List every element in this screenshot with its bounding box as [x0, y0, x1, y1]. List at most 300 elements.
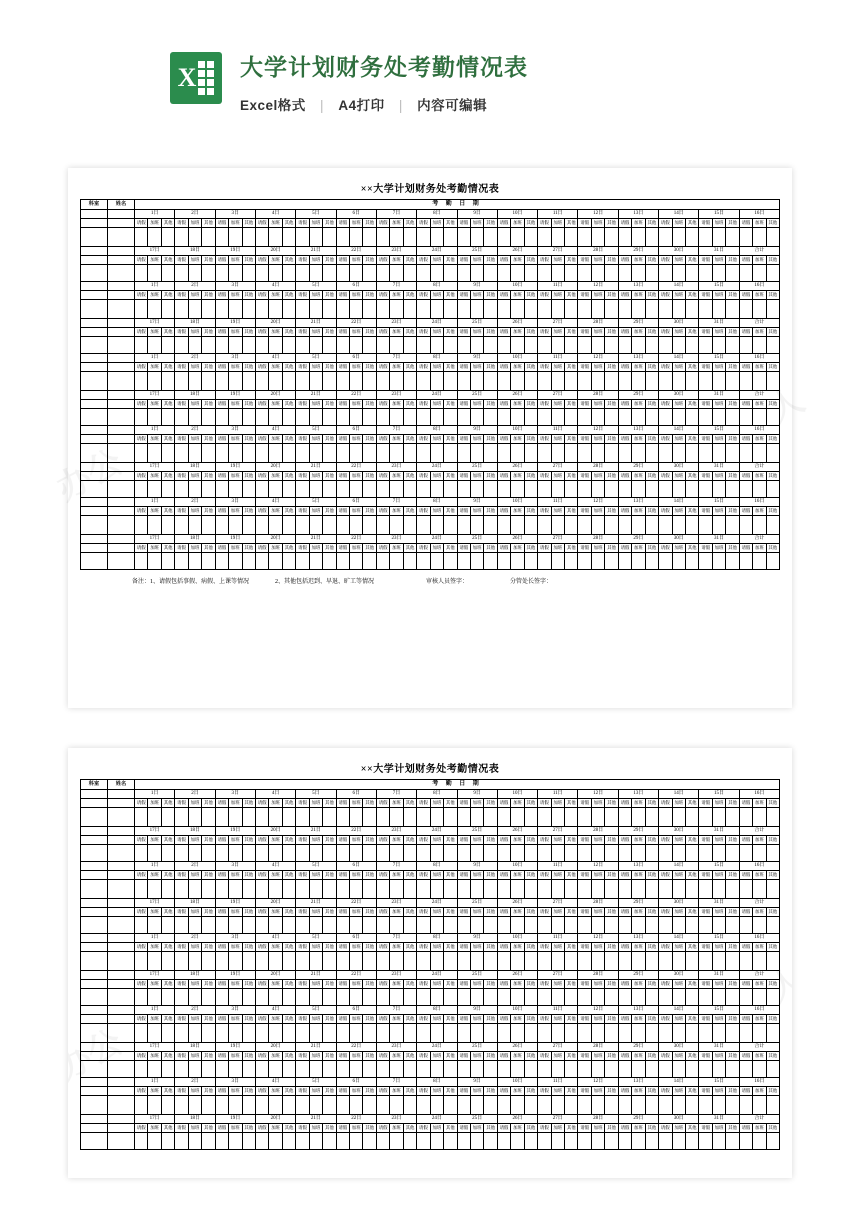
entry-cell	[659, 1024, 672, 1043]
day-label: 28日	[578, 319, 618, 328]
entry-cell	[672, 845, 685, 862]
sub-label: 其他	[242, 1015, 255, 1024]
entry-cell	[618, 808, 631, 827]
day-label: 合计	[739, 391, 779, 400]
entry-cell	[309, 553, 322, 570]
dept-cell	[81, 228, 108, 247]
entry-cell	[524, 845, 537, 862]
day-label: 30日	[659, 391, 699, 400]
sub-label: 其他	[202, 871, 215, 880]
sub-label: 其他	[524, 1015, 537, 1024]
entry-cell	[739, 553, 752, 570]
sub-label: 请假	[175, 1015, 188, 1024]
entry-cell	[242, 952, 255, 971]
entry-cell	[430, 300, 443, 319]
day-label: 合计	[739, 827, 779, 836]
day-label: 22日	[336, 1043, 376, 1052]
day-label: 22日	[336, 391, 376, 400]
entry-cell	[712, 553, 725, 570]
entry-cell	[336, 337, 349, 354]
entry-cell	[215, 337, 228, 354]
dept-cell	[81, 507, 108, 516]
sub-label: 请假	[376, 544, 389, 553]
sub-label: 加班	[591, 943, 604, 952]
sub-label: 请假	[296, 507, 309, 516]
entry-cell	[497, 265, 510, 282]
entry-cell	[309, 1061, 322, 1078]
entry-cell	[376, 845, 389, 862]
entry-cell	[659, 372, 672, 391]
sub-label: 请假	[497, 836, 510, 845]
entry-cell	[135, 989, 148, 1006]
day-label: 2日	[175, 498, 215, 507]
entry-cell	[739, 1061, 752, 1078]
entry-cell	[511, 917, 524, 934]
sub-label: 加班	[309, 291, 322, 300]
sub-label: 其他	[403, 1124, 416, 1133]
sub-label: 加班	[712, 363, 725, 372]
sub-label: 其他	[685, 1015, 698, 1024]
day-label: 27日	[538, 391, 578, 400]
day-label: 2日	[175, 1006, 215, 1015]
entry-cell	[390, 300, 403, 319]
day-label: 12日	[578, 1006, 618, 1015]
sub-label: 加班	[309, 328, 322, 337]
sub-label: 其他	[323, 1087, 336, 1096]
entry-cell	[336, 409, 349, 426]
day-label: 23日	[376, 247, 416, 256]
entry-cell	[551, 845, 564, 862]
entry-cell	[148, 845, 161, 862]
entry-cell	[578, 228, 591, 247]
sub-label: 其他	[403, 219, 416, 228]
day-label: 22日	[336, 1115, 376, 1124]
entry-cell	[645, 989, 658, 1006]
entry-cell	[188, 337, 201, 354]
name-cell	[108, 256, 135, 265]
entry-cell	[215, 228, 228, 247]
entry-cell	[457, 228, 470, 247]
sub-label: 加班	[753, 1124, 766, 1133]
sub-label: 加班	[511, 256, 524, 265]
entry-cell	[444, 1133, 457, 1150]
dept-cell	[81, 219, 108, 228]
sub-label: 其他	[685, 836, 698, 845]
sub-label: 加班	[188, 328, 201, 337]
name-cell	[108, 472, 135, 481]
sub-label: 其他	[444, 943, 457, 952]
name-cell	[108, 463, 135, 472]
sub-label: 其他	[726, 363, 739, 372]
entry-cell	[672, 880, 685, 899]
entry-cell	[242, 845, 255, 862]
sub-label: 加班	[229, 871, 242, 880]
sub-label: 其他	[645, 291, 658, 300]
entry-cell	[390, 372, 403, 391]
day-label: 17日	[135, 463, 175, 472]
day-label: 20日	[255, 1043, 295, 1052]
sub-label: 加班	[511, 328, 524, 337]
day-label: 26日	[497, 463, 537, 472]
sub-label: 加班	[712, 836, 725, 845]
entry-cell	[135, 337, 148, 354]
sub-label: 请假	[739, 1015, 752, 1024]
sub-label: 其他	[444, 799, 457, 808]
editable-label: 内容可编辑	[417, 98, 488, 113]
day-label: 26日	[497, 247, 537, 256]
sub-label: 加班	[511, 799, 524, 808]
sub-label: 请假	[659, 256, 672, 265]
sub-label: 加班	[390, 400, 403, 409]
day-label: 13日	[618, 934, 658, 943]
dept-cell	[81, 1124, 108, 1133]
entry-cell	[135, 516, 148, 535]
sub-label: 请假	[376, 799, 389, 808]
entry-cell	[417, 989, 430, 1006]
sub-label: 请假	[336, 507, 349, 516]
sub-label: 请假	[457, 219, 470, 228]
entry-cell	[229, 808, 242, 827]
entry-row	[81, 808, 780, 827]
day-label: 29日	[618, 463, 658, 472]
sub-label: 其他	[161, 871, 174, 880]
sub-label: 加班	[350, 291, 363, 300]
sub-label-row	[81, 871, 780, 880]
sub-label: 加班	[390, 1015, 403, 1024]
sub-label: 请假	[497, 943, 510, 952]
entry-cell	[242, 553, 255, 570]
entry-cell	[457, 952, 470, 971]
sub-label: 其他	[282, 836, 295, 845]
sub-label: 加班	[430, 1052, 443, 1061]
entry-cell	[309, 481, 322, 498]
sub-label: 加班	[229, 328, 242, 337]
sub-label: 加班	[712, 980, 725, 989]
entry-cell	[255, 1061, 268, 1078]
entry-cell	[269, 808, 282, 827]
entry-cell	[672, 1096, 685, 1115]
entry-cell	[457, 808, 470, 827]
entry-cell	[605, 1133, 618, 1150]
day-label: 12日	[578, 210, 618, 219]
entry-cell	[672, 265, 685, 282]
entry-cell	[470, 917, 483, 934]
entry-cell	[376, 337, 389, 354]
entry-cell	[605, 808, 618, 827]
entry-cell	[161, 516, 174, 535]
entry-cell	[457, 1024, 470, 1043]
entry-cell	[511, 444, 524, 463]
sub-label: 请假	[739, 291, 752, 300]
day-label: 7日	[376, 210, 416, 219]
sub-label: 请假	[538, 908, 551, 917]
entry-cell	[229, 516, 242, 535]
day-label: 9日	[457, 282, 497, 291]
day-label-row	[81, 210, 780, 219]
entry-cell	[565, 481, 578, 498]
entry-cell	[618, 481, 631, 498]
sub-label: 其他	[565, 836, 578, 845]
sheet-preview-2[interactable]	[68, 748, 792, 1178]
sub-label: 其他	[484, 1124, 497, 1133]
sub-label: 请假	[578, 219, 591, 228]
entry-cell	[470, 444, 483, 463]
sub-label: 请假	[739, 507, 752, 516]
entry-cell	[336, 1096, 349, 1115]
day-label: 16日	[739, 862, 779, 871]
entry-cell	[390, 808, 403, 827]
sub-label: 加班	[390, 980, 403, 989]
sub-label: 其他	[363, 328, 376, 337]
entry-cell	[457, 300, 470, 319]
sub-label: 请假	[175, 836, 188, 845]
day-label: 27日	[538, 827, 578, 836]
entry-cell	[712, 481, 725, 498]
sub-label: 加班	[309, 472, 322, 481]
entry-cell	[753, 808, 766, 827]
day-label: 14日	[659, 1078, 699, 1087]
entry-cell	[188, 372, 201, 391]
day-label: 20日	[255, 391, 295, 400]
sub-label: 其他	[766, 1124, 779, 1133]
day-label: 1日	[135, 354, 175, 363]
entry-cell	[699, 845, 712, 862]
day-label: 20日	[255, 1115, 295, 1124]
day-label: 6日	[336, 790, 376, 799]
sub-label: 其他	[484, 363, 497, 372]
sub-label: 加班	[632, 871, 645, 880]
entry-cell	[148, 481, 161, 498]
day-label: 9日	[457, 862, 497, 871]
entry-cell	[229, 1133, 242, 1150]
sub-label: 其他	[202, 908, 215, 917]
sub-label: 其他	[484, 472, 497, 481]
day-label-row	[81, 319, 780, 328]
sub-label: 加班	[229, 544, 242, 553]
entry-cell	[390, 265, 403, 282]
entry-cell	[712, 808, 725, 827]
entry-cell	[712, 228, 725, 247]
entry-cell	[766, 228, 779, 247]
entry-cell	[470, 989, 483, 1006]
entry-cell	[323, 372, 336, 391]
sub-label: 请假	[336, 472, 349, 481]
sub-label: 加班	[390, 943, 403, 952]
entry-cell	[659, 880, 672, 899]
entry-cell	[403, 228, 416, 247]
sub-label: 请假	[296, 544, 309, 553]
dept-cell	[81, 544, 108, 553]
entry-cell	[591, 1061, 604, 1078]
sub-label: 加班	[229, 1015, 242, 1024]
day-label: 30日	[659, 1043, 699, 1052]
entry-cell	[444, 808, 457, 827]
entry-cell	[175, 481, 188, 498]
entry-cell	[618, 372, 631, 391]
entry-cell	[417, 372, 430, 391]
entry-cell	[753, 1024, 766, 1043]
entry-cell	[618, 952, 631, 971]
day-label: 15日	[699, 934, 739, 943]
sub-label: 加班	[753, 908, 766, 917]
entry-cell	[296, 300, 309, 319]
dept-cell	[81, 282, 108, 291]
entry-cell	[726, 409, 739, 426]
sub-label: 请假	[417, 400, 430, 409]
sub-label: 请假	[457, 400, 470, 409]
day-label: 1日	[135, 426, 175, 435]
entry-cell	[726, 1024, 739, 1043]
entry-cell	[672, 409, 685, 426]
day-label: 1日	[135, 862, 175, 871]
sub-label: 请假	[739, 980, 752, 989]
sub-label: 请假	[417, 219, 430, 228]
sub-label: 请假	[215, 1052, 228, 1061]
entry-cell	[618, 917, 631, 934]
entry-cell	[390, 880, 403, 899]
entry-cell	[376, 1061, 389, 1078]
entry-cell	[430, 372, 443, 391]
day-label-row	[81, 827, 780, 836]
entry-cell	[685, 516, 698, 535]
sub-label: 加班	[753, 435, 766, 444]
entry-cell	[632, 444, 645, 463]
entry-cell	[161, 989, 174, 1006]
entry-cell	[605, 409, 618, 426]
sub-label: 其他	[484, 256, 497, 265]
sub-label: 其他	[645, 1015, 658, 1024]
name-cell	[108, 871, 135, 880]
sub-label: 其他	[323, 400, 336, 409]
entry-cell	[269, 265, 282, 282]
sheet-preview-1[interactable]	[68, 168, 792, 708]
sub-label: 请假	[618, 836, 631, 845]
entry-cell	[403, 880, 416, 899]
entry-cell	[699, 1024, 712, 1043]
sub-label: 其他	[524, 472, 537, 481]
sub-label: 加班	[753, 219, 766, 228]
sub-label: 其他	[363, 836, 376, 845]
entry-cell	[135, 1096, 148, 1115]
day-label: 15日	[699, 1078, 739, 1087]
name-cell	[108, 1078, 135, 1087]
sub-label: 请假	[135, 256, 148, 265]
entry-cell	[161, 265, 174, 282]
entry-cell	[202, 1096, 215, 1115]
sub-label: 请假	[739, 400, 752, 409]
sub-label: 加班	[672, 1087, 685, 1096]
sub-label: 请假	[618, 544, 631, 553]
day-label: 25日	[457, 827, 497, 836]
sub-label: 其他	[645, 1124, 658, 1133]
entry-cell	[753, 409, 766, 426]
sub-label: 请假	[457, 328, 470, 337]
day-label: 11日	[538, 1078, 578, 1087]
sub-label: 其他	[605, 219, 618, 228]
sub-label: 加班	[712, 435, 725, 444]
sub-label: 其他	[202, 435, 215, 444]
day-label: 16日	[739, 1006, 779, 1015]
entry-cell	[135, 372, 148, 391]
entry-cell	[524, 952, 537, 971]
entry-cell	[578, 989, 591, 1006]
day-label: 6日	[336, 210, 376, 219]
name-cell	[108, 247, 135, 256]
day-label: 31日	[699, 391, 739, 400]
sub-label: 加班	[390, 435, 403, 444]
day-label: 30日	[659, 535, 699, 544]
sub-label: 其他	[403, 507, 416, 516]
day-label: 8日	[417, 934, 457, 943]
entry-cell	[457, 481, 470, 498]
day-label: 2日	[175, 282, 215, 291]
entry-cell	[551, 481, 564, 498]
entry-cell	[605, 845, 618, 862]
sub-label: 加班	[350, 1087, 363, 1096]
entry-cell	[296, 1133, 309, 1150]
entry-cell	[645, 228, 658, 247]
sub-label: 加班	[753, 256, 766, 265]
sub-label: 其他	[484, 219, 497, 228]
entry-cell	[255, 553, 268, 570]
entry-cell	[766, 516, 779, 535]
entry-cell	[511, 952, 524, 971]
day-label: 25日	[457, 391, 497, 400]
entry-cell	[417, 952, 430, 971]
entry-cell	[350, 1024, 363, 1043]
sub-label: 加班	[309, 256, 322, 265]
day-label: 27日	[538, 1043, 578, 1052]
entry-cell	[726, 1133, 739, 1150]
sub-label: 加班	[148, 328, 161, 337]
sub-label: 其他	[726, 1087, 739, 1096]
entry-cell	[618, 337, 631, 354]
sub-label: 加班	[632, 1087, 645, 1096]
sub-label: 请假	[739, 435, 752, 444]
day-label: 14日	[659, 1006, 699, 1015]
sub-label-row	[81, 544, 780, 553]
sub-label: 其他	[565, 943, 578, 952]
entry-cell	[578, 880, 591, 899]
sub-label: 其他	[524, 328, 537, 337]
entry-cell	[444, 989, 457, 1006]
entry-cell	[296, 917, 309, 934]
sub-label: 加班	[632, 400, 645, 409]
format-label: Excel格式	[240, 98, 306, 113]
sub-label: 加班	[390, 799, 403, 808]
day-label: 2日	[175, 934, 215, 943]
entry-cell	[282, 917, 295, 934]
entry-cell	[269, 845, 282, 862]
sub-label: 其他	[484, 400, 497, 409]
day-label-row	[81, 535, 780, 544]
day-label: 26日	[497, 899, 537, 908]
sub-label-row	[81, 472, 780, 481]
sub-label: 加班	[470, 799, 483, 808]
entry-cell	[672, 228, 685, 247]
name-cell	[108, 282, 135, 291]
sub-label: 其他	[161, 507, 174, 516]
entry-cell	[538, 808, 551, 827]
sub-label: 其他	[766, 363, 779, 372]
sub-label: 加班	[148, 1052, 161, 1061]
sub-label: 请假	[175, 363, 188, 372]
col-header-kaoqin: 考 勤 日 期	[135, 780, 780, 790]
sub-label: 其他	[363, 363, 376, 372]
day-label: 26日	[497, 1043, 537, 1052]
entry-cell	[350, 265, 363, 282]
sub-label: 其他	[605, 507, 618, 516]
